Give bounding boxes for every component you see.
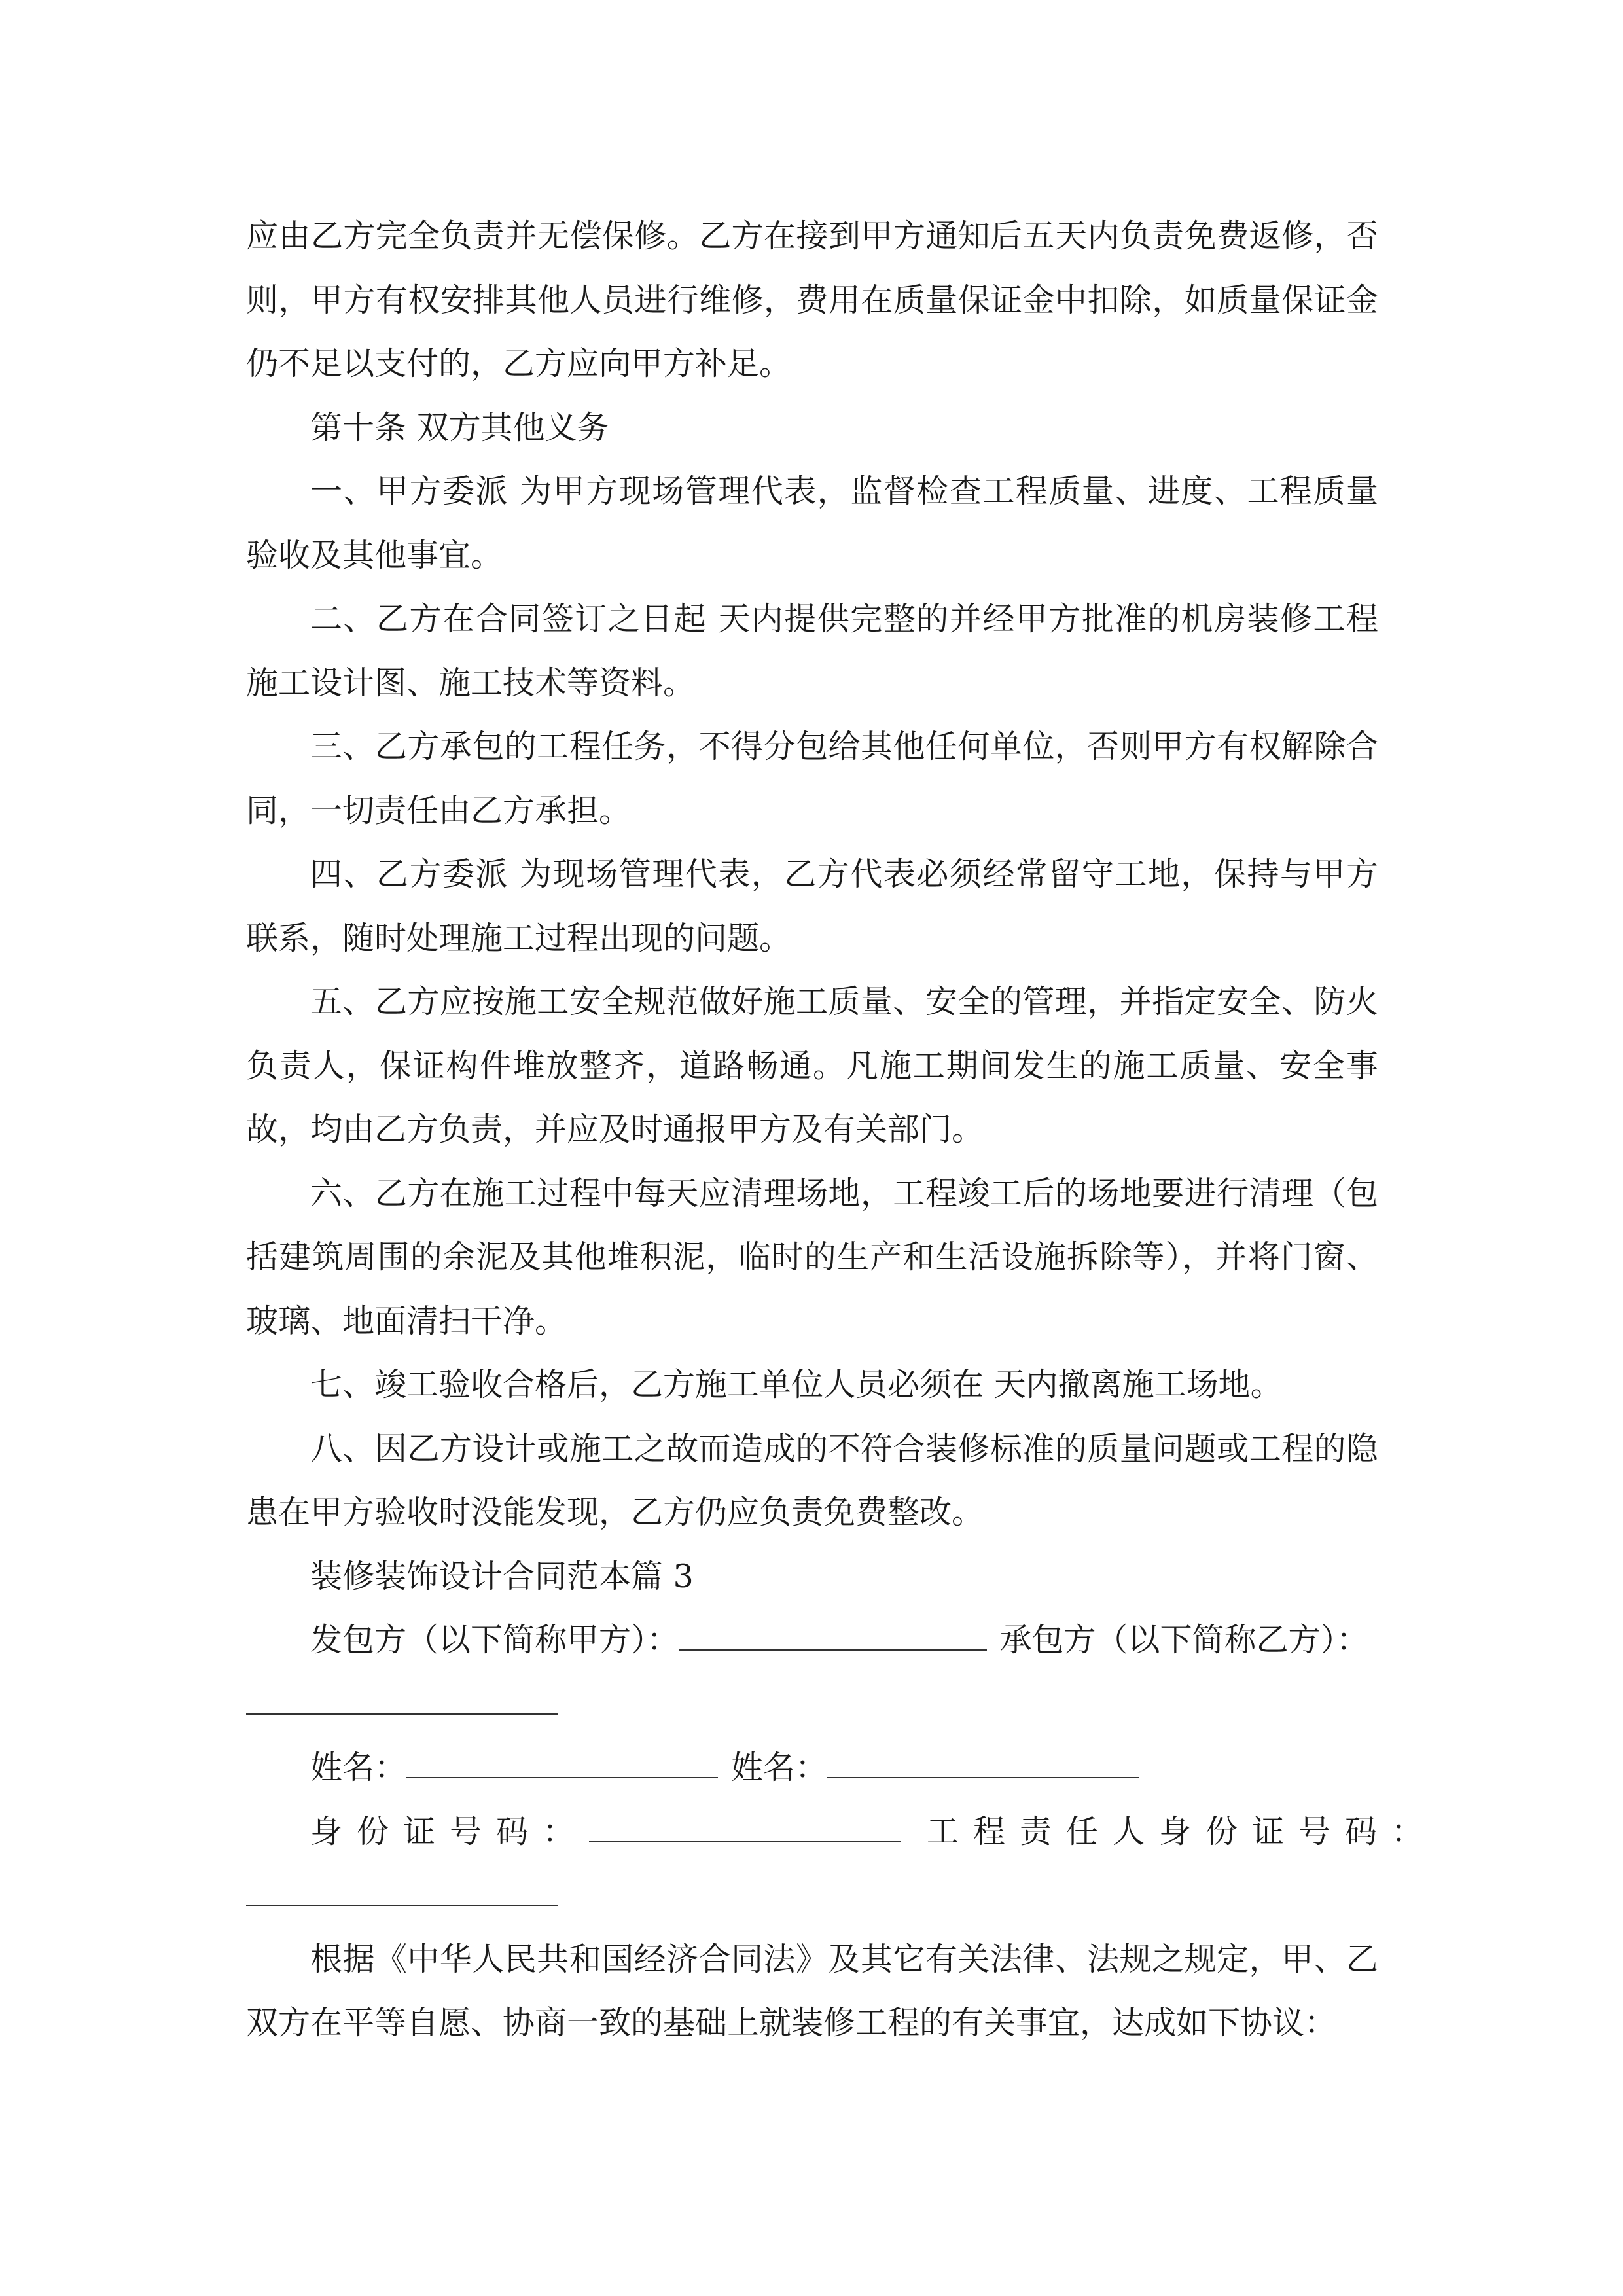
name-row — [246, 1736, 1378, 1800]
article-10-item-3: 三、乙方承包的工程任务，不得分包给其他任何单位，否则甲方有权解除合同，一切责任由乙方承担。 — [246, 728, 1378, 829]
article-10-item-8: 八、因乙方设计或施工之故而造成的不符合装修标准的质量问题或工程的隐患在甲方验收时没能发现，乙方仍应负责免费整改。 — [246, 1429, 1378, 1531]
section-3-title: 装修装饰设计合同范本篇 3 — [310, 1557, 694, 1595]
article-10-item-5: 五、乙方应按施工安全规范做好施工质量、安全的管理，并指定安全、防火负责人，保证构件堆放整齐，道路畅通。凡施工期间发生的施工质量、安全事故，均由乙方负责，并应及时通报甲方及有关部门。 — [246, 983, 1378, 1148]
article-10-item-4: 四、乙方委派 为现场管理代表，乙方代表必须经常留守工地，保持与甲方联系，随时处理施工过程出现的问题。 — [246, 855, 1378, 957]
party-row — [246, 1608, 1378, 1672]
article-10-item-1: 一、甲方委派 为甲方现场管理代表，监督检查工程质量、进度、工程质量验收及其他事宜。 — [246, 473, 1378, 574]
name-blank-b — [827, 1776, 1139, 1778]
name-label-a: 姓名： — [310, 1749, 407, 1786]
name-label-b: 姓名： — [731, 1749, 828, 1786]
party-b-blank-row — [246, 1672, 1378, 1736]
id-blank — [589, 1840, 901, 1842]
engineer-id-blank-row — [246, 1863, 1378, 1928]
article-10-item-6: 六、乙方在施工过程中每天应清理场地，工程竣工后的场地要进行清理（包括建筑周围的余泥及其他堆积泥，临时的生产和生活设施拆除等），并将门窗、玻璃、地面清扫干净。 — [246, 1174, 1378, 1340]
party-b-blank — [246, 1713, 558, 1715]
name-blank-a — [406, 1776, 718, 1778]
engineer-id-label: 工程责任人身份证号码： — [927, 1812, 1438, 1850]
id-label: 身份证号码： — [310, 1812, 590, 1850]
article-10-heading: 第十条 双方其他义务 — [310, 408, 609, 446]
paragraph-warranty: 应由乙方完全负责并无偿保修。乙方在接到甲方通知后五天内负责免费返修，否则，甲方有权安排其他人员进行维修，费用在质量保证金中扣除，如质量保证金仍不足以支付的，乙方应向甲方补足。 — [246, 217, 1378, 382]
article-10-item-2: 二、乙方在合同签订之日起 天内提供完整的并经甲方批准的机房装修工程施工设计图、施工技术等资料。 — [246, 600, 1378, 702]
id-row — [246, 1800, 1438, 1864]
article-10-item-7: 七、竣工验收合格后，乙方施工单位人员必须在 天内撤离施工场地。 — [310, 1366, 1283, 1403]
party-a-blank — [679, 1649, 987, 1651]
party-b-label: 承包方（以下简称乙方）： — [999, 1621, 1369, 1659]
engineer-id-blank — [246, 1904, 558, 1906]
closing-paragraph: 根据《中华人民共和国经济合同法》及其它有关法律、法规之规定，甲、乙双方在平等自愿、协商一致的基础上就装修工程的有关事宜，达成如下协议： — [246, 1940, 1378, 2041]
party-a-label: 发包方（以下简称甲方）： — [310, 1621, 679, 1659]
document-body — [246, 204, 1438, 2055]
